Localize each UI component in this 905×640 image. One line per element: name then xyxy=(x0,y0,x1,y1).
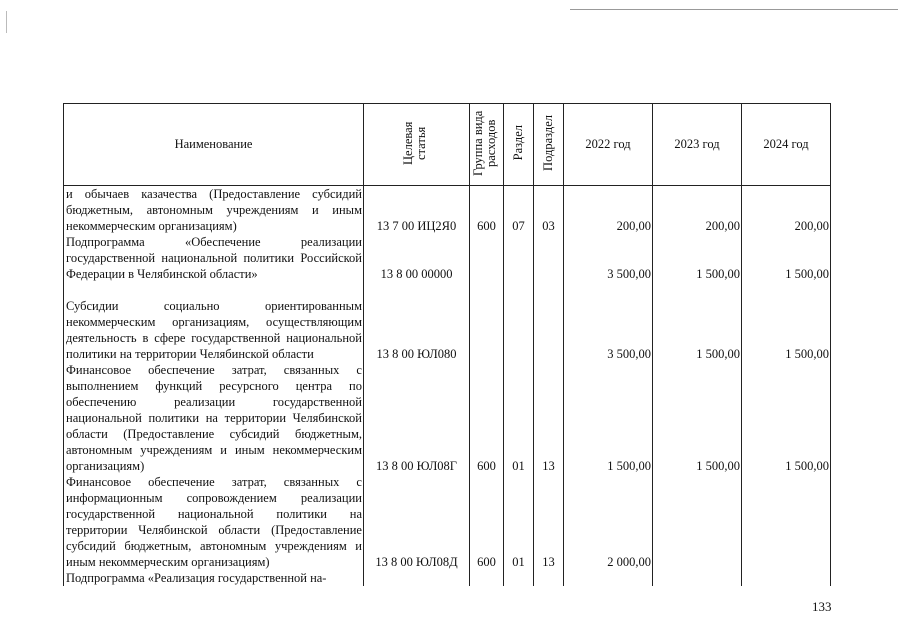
col-header-subsection: Подраздел xyxy=(534,104,564,186)
row-code xyxy=(364,570,470,586)
row-group: 600 xyxy=(470,186,504,235)
row-2023: 200,00 xyxy=(653,186,742,235)
row-group xyxy=(470,234,504,282)
row-subsection xyxy=(534,570,564,586)
scan-mark xyxy=(6,11,7,33)
row-group: 600 xyxy=(470,474,504,570)
table-row xyxy=(64,282,831,362)
row-2022 xyxy=(564,570,653,586)
col-header-target: Целевая статья xyxy=(364,104,470,186)
table-row xyxy=(64,474,831,570)
row-section xyxy=(504,282,534,362)
row-section: 01 xyxy=(504,474,534,570)
row-2024: 200,00 xyxy=(742,186,831,235)
row-2024: 1 500,00 xyxy=(742,282,831,362)
row-group: 600 xyxy=(470,362,504,474)
row-code: 13 8 00 00000 xyxy=(364,234,470,282)
row-2022: 2 000,00 xyxy=(564,474,653,570)
col-header-name: Наименование xyxy=(64,104,364,186)
row-code: 13 8 00 ЮЛ080 xyxy=(364,282,470,362)
row-subsection: 13 xyxy=(534,474,564,570)
row-2022: 3 500,00 xyxy=(564,282,653,362)
row-2024: 1 500,00 xyxy=(742,234,831,282)
row-2023: 1 500,00 xyxy=(653,234,742,282)
row-subsection xyxy=(534,234,564,282)
row-code: 13 7 00 ИЦ2Я0 xyxy=(364,186,470,235)
row-name: и обычаев казачества (Предоставление субсидий бюджетным, автономным учреждениям и иным некоммерческим организациям) xyxy=(64,186,364,235)
row-name: Подпрограмма «Реализация государственной на- xyxy=(64,570,364,586)
row-2022: 3 500,00 xyxy=(564,234,653,282)
row-subsection: 13 xyxy=(534,362,564,474)
row-name: Финансовое обеспечение затрат, связанных с выполнением функций ресурсного центра по обеспечению реализации государственной национальной политики на территории Челябинской области (Предоставление субсидий бюджетным, автономным учреждениям и иным некоммерческим организациям) xyxy=(64,362,364,474)
row-2023: 1 500,00 xyxy=(653,282,742,362)
row-2023: 1 500,00 xyxy=(653,362,742,474)
row-2023 xyxy=(653,570,742,586)
col-header-group: Группа вида расходов xyxy=(470,104,504,186)
page-number: 133 xyxy=(812,599,832,614)
row-name: Финансовое обеспечение затрат, связанных с информационным сопровождением реализации государственной национальной политики на территории Челябинской области (Предоставление субсидий бюджетным, автономным учреждениям и иным некоммерческим организациям) xyxy=(64,474,364,570)
col-header-section: Раздел xyxy=(504,104,534,186)
table-row xyxy=(64,362,831,474)
row-name: Подпрограмма «Обеспечение реализации государственной национальной политики Российской Федерации в Челябинской области» xyxy=(64,234,364,282)
row-2024 xyxy=(742,570,831,586)
row-section: 01 xyxy=(504,362,534,474)
row-section xyxy=(504,570,534,586)
row-group xyxy=(470,570,504,586)
row-group xyxy=(470,282,504,362)
row-subsection: 03 xyxy=(534,186,564,235)
row-subsection xyxy=(534,282,564,362)
col-header-2023: 2023 год xyxy=(653,104,742,186)
row-section: 07 xyxy=(504,186,534,235)
row-2024: 1 500,00 xyxy=(742,362,831,474)
row-2022: 1 500,00 xyxy=(564,362,653,474)
col-header-2022: 2022 год xyxy=(564,104,653,186)
row-2023 xyxy=(653,474,742,570)
row-name: Субсидии социально ориентированным некоммерческим организациям, осуществляющим деятельность в сфере государственной национальной политики на территории Челябинской области xyxy=(64,282,364,362)
table-row xyxy=(64,186,831,235)
row-2022: 200,00 xyxy=(564,186,653,235)
table-row xyxy=(64,570,831,586)
col-header-2024: 2024 год xyxy=(742,104,831,186)
table-header-row xyxy=(64,104,831,186)
budget-table xyxy=(63,103,831,586)
row-2024 xyxy=(742,474,831,570)
table-row xyxy=(64,234,831,282)
row-section xyxy=(504,234,534,282)
top-rule xyxy=(570,9,898,10)
row-code: 13 8 00 ЮЛ08Д xyxy=(364,474,470,570)
row-code: 13 8 00 ЮЛ08Г xyxy=(364,362,470,474)
